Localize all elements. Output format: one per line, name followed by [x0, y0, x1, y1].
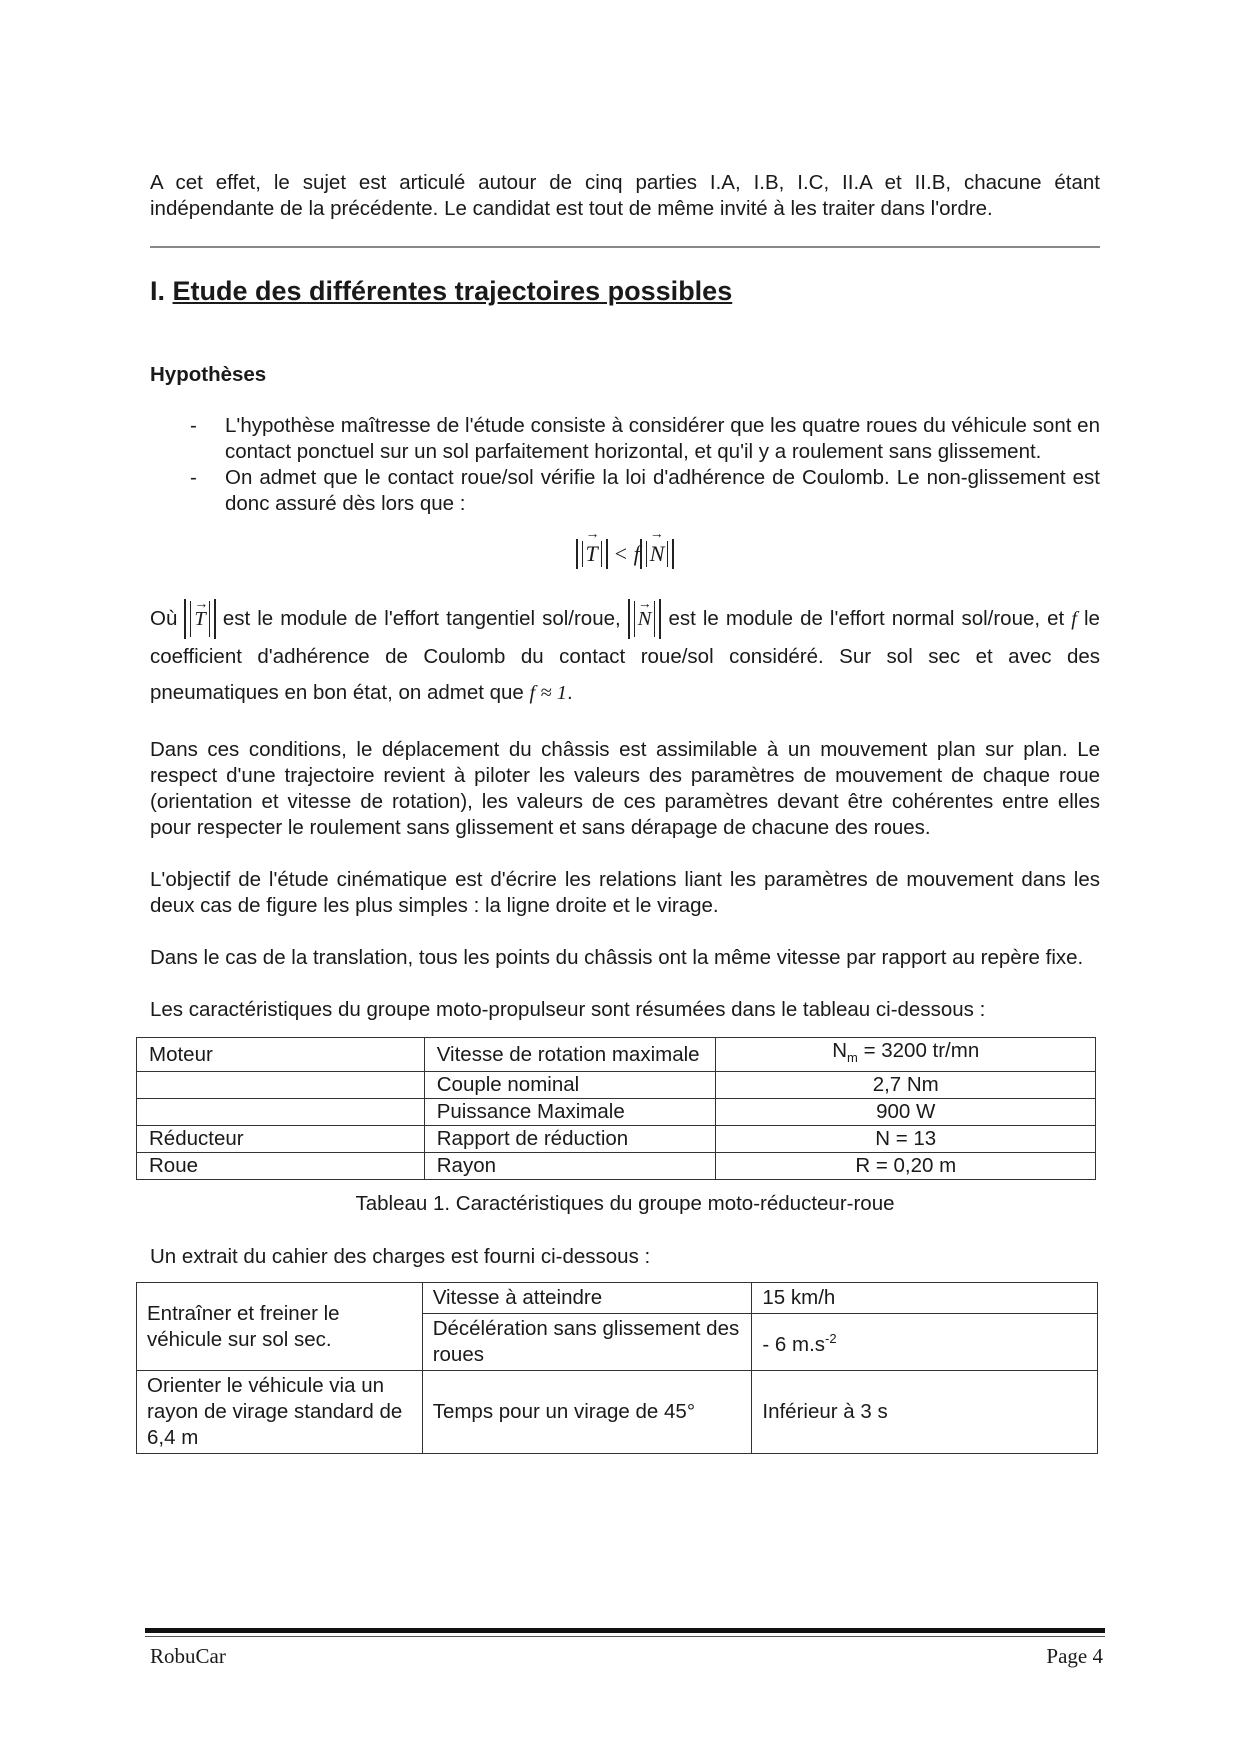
specifications-table — [136, 1282, 1098, 1454]
list-item-text: L'hypothèse maîtresse de l'étude consiste à considérer que les quatre roues du véhicule sont en contact ponctuel sur un sol parfaitement horizontal, et qu'il y a roulement sans glissement. — [225, 414, 1100, 463]
list-bullet: - — [190, 414, 197, 437]
section-divider — [150, 246, 1100, 248]
section-number: I. — [150, 276, 166, 306]
table-row: Décélération sans glissement des roues - 6 $m.s^{-2}$ — [137, 1314, 1098, 1371]
norm-T-inline: → T — [184, 599, 215, 639]
hypotheses-heading: Hypothèses — [150, 363, 267, 386]
norm-N: → N — [640, 539, 675, 569]
paragraph-conditions: Dans ces conditions, le déplacement du châssis est assimilable à un mouvement plan sur plan. Le respect d'une trajectoire revient à piloter les valeurs des paramètres de mouvement de chaque roue (orientation et vitesse de rotation), les valeurs de ces paramètres devant être cohérentes entre elles pour respecter le roulement sans glissement et sans dérapage de chacune des roues. — [150, 738, 1100, 839]
footer-page-number: Page 4 — [1046, 1644, 1103, 1668]
table-row: Puissance Maximale 900 W — [137, 1099, 1096, 1126]
paragraph-cahier-intro: Un extrait du cahier des charges est fourni ci-dessous : — [150, 1245, 651, 1269]
less-than-sign: < — [613, 541, 629, 566]
table-row: Roue Rayon R = 0,20 m — [137, 1153, 1096, 1180]
coulomb-formula — [150, 539, 1100, 569]
table-row: Entraîner et freiner le véhicule sur sol sec. Vitesse à atteindre 15 km/h — [137, 1283, 1098, 1314]
norm-T: → T — [576, 539, 608, 569]
footer-divider — [145, 1628, 1105, 1633]
definitions-paragraph: Où → T est le module de l'effort tangentiel sol/roue, → N est le module de l'effort normal sol/roue, et f le coefficient d'adhérence de Coulomb du contact roue/sol considéré. Sur sol sec et avec des pneumatiques en bon état, on admet que f ≈ 1. — [150, 599, 1100, 711]
table-row: Réducteur Rapport de réduction N = 13 — [137, 1126, 1096, 1153]
footer-divider-thin — [145, 1636, 1105, 1637]
hypotheses-list — [150, 413, 1100, 517]
intro-paragraph: A cet effet, le sujet est articulé autour de cinq parties I.A, I.B, I.C, II.A et II.B, chacune étant indépendante de la précédente. Le candidat est tout de même invité à les traiter dans l'ordre. — [150, 171, 1100, 220]
table-row: Orienter le véhicule via un rayon de virage standard de 6,4 m Temps pour un virage de 45° Inférieur à 3 s — [137, 1371, 1098, 1454]
list-item — [150, 465, 1100, 517]
paragraph-table-intro: Les caractéristiques du groupe moto-propulseur sont résumées dans le tableau ci-dessous : — [150, 998, 986, 1021]
motor-characteristics-table — [136, 1037, 1096, 1180]
section-title — [150, 276, 1100, 307]
coefficient-f: f — [633, 541, 640, 566]
section-title-text: Etude des différentes trajectoires possibles — [172, 276, 733, 306]
footer-doc-name: RobuCar — [150, 1644, 226, 1668]
list-bullet: - — [190, 466, 197, 489]
table-row: Couple nominal 2,7 Nm — [137, 1072, 1096, 1099]
norm-N-inline: → N — [628, 599, 662, 639]
list-item-text: On admet que le contact roue/sol vérifie la loi d'adhérence de Coulomb. Le non-glissement est donc assuré dès lors que : — [225, 466, 1100, 515]
table-caption: Tableau 1. Caractéristiques du groupe moto-réducteur-roue — [355, 1192, 895, 1216]
document-page — [147, 170, 1100, 1454]
f-approx-1: f ≈ 1 — [529, 682, 567, 704]
table-row: Moteur Vitesse de rotation maximale $N_m = 3200$ tr/mn — [137, 1038, 1096, 1072]
paragraph-objective: L'objectif de l'étude cinématique est d'écrire les relations liant les paramètres de mouvement dans les deux cas de figure les plus simples : la ligne droite et le virage. — [150, 868, 1100, 917]
paragraph-translation: Dans le cas de la translation, tous les points du châssis ont la même vitesse par rapport au repère fixe. — [150, 946, 1084, 969]
list-item — [150, 413, 1100, 465]
coefficient-f-inline: f — [1071, 608, 1077, 630]
